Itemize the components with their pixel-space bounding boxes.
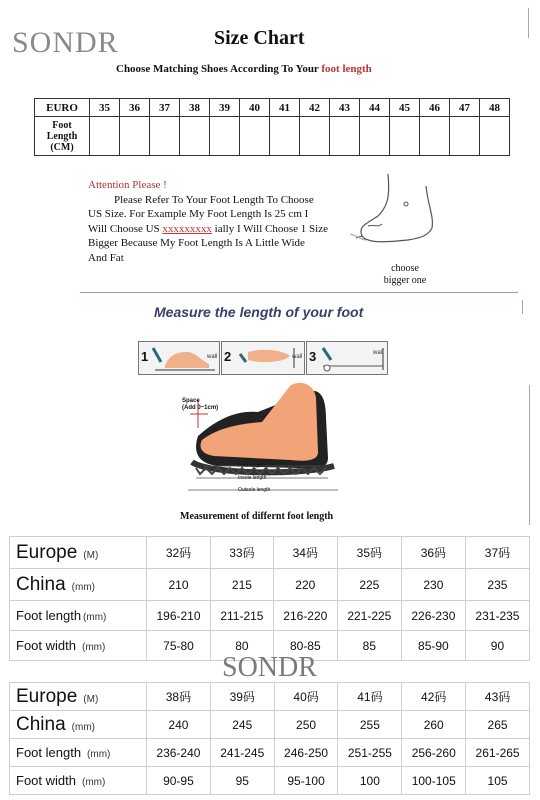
empty-cell	[210, 117, 240, 156]
table-cell: 39码	[210, 683, 274, 711]
euro-size-cell: 41	[270, 99, 300, 117]
row-label-china	[10, 711, 147, 739]
table-cell: 215	[211, 569, 274, 601]
row-label-foot-length	[10, 601, 147, 631]
attention-text: ially I Will Choose 1 Size	[211, 222, 328, 235]
foot-caption	[380, 263, 430, 287]
foot-length-label-line: (CM)	[50, 141, 74, 153]
measure-step-2	[221, 341, 305, 375]
row-label-unit: (mm)	[81, 777, 106, 788]
table-cell: 216-220	[273, 601, 337, 631]
table-cell: 85-90	[401, 631, 465, 661]
table-cell: 100-105	[402, 767, 466, 795]
foot-length-label	[35, 117, 90, 156]
row-label-europe	[10, 537, 147, 569]
attention-text: Will Choose US	[88, 222, 163, 235]
table-cell: 41码	[338, 683, 402, 711]
wall-label: wall	[373, 350, 384, 356]
table-cell: 95-100	[274, 767, 338, 795]
foot-length-label: Foot length	[238, 463, 264, 469]
wall-label: wall	[207, 354, 218, 360]
table-cell: 80-85	[273, 631, 337, 661]
table-cell: 245	[210, 711, 274, 739]
row-label-europe	[10, 683, 147, 711]
table-cell: 226-230	[401, 601, 465, 631]
foot-length-label-line: Foot	[52, 119, 72, 131]
table-cell: 40码	[274, 683, 338, 711]
table-cell: 75-80	[147, 631, 211, 661]
foot-sketch-illustration	[348, 166, 448, 266]
outsole-length-label: Outsole length	[238, 487, 271, 493]
table-cell: 90	[465, 631, 529, 661]
attention-line: And Fat	[88, 251, 124, 264]
euro-size-cell: 44	[360, 99, 390, 117]
attention-redacted: xxxxxxxxx	[162, 222, 212, 235]
foot-caption-line: bigger one	[383, 275, 427, 286]
empty-cell	[180, 117, 210, 156]
euro-size-cell: 40	[240, 99, 270, 117]
empty-cell	[450, 117, 480, 156]
foot-length-label-line: Length	[46, 130, 78, 142]
table-row	[10, 739, 530, 767]
table-cell: 236-240	[147, 739, 211, 767]
table-cell: 225	[337, 569, 401, 601]
attention-line	[88, 222, 358, 237]
step-number: 3	[309, 349, 317, 364]
table-cell: 32码	[147, 537, 211, 569]
table-cell: 85	[337, 631, 401, 661]
page-title: Size Chart	[214, 27, 305, 49]
table-cell: 35码	[337, 537, 401, 569]
euro-size-cell: 43	[330, 99, 360, 117]
table-cell: 90-95	[147, 767, 211, 795]
euro-size-cell: 38	[180, 99, 210, 117]
attention-heading: Attention Please !	[88, 179, 167, 191]
table-cell: 250	[274, 711, 338, 739]
brand-watermark-text: SONDR	[222, 652, 317, 683]
row-label-unit: (M)	[83, 693, 99, 705]
empty-cell	[300, 117, 330, 156]
row-label-unit: (mm)	[71, 581, 95, 593]
table-cell: 261-265	[466, 739, 530, 767]
space-label-line: Space	[182, 398, 200, 404]
page-subtitle	[116, 63, 372, 75]
brand-logo-text: SONDR	[12, 26, 119, 59]
row-label-unit: (mm)	[87, 749, 111, 760]
table-cell: 231-235	[465, 601, 529, 631]
table-cell: 80	[211, 631, 274, 661]
section-divider	[80, 292, 518, 293]
row-label-foot-width	[10, 631, 147, 661]
empty-cell	[330, 117, 360, 156]
table-cell: 33码	[211, 537, 274, 569]
table-row	[10, 711, 530, 739]
table-cell: 34码	[273, 537, 337, 569]
row-label-text: Foot length	[16, 608, 82, 623]
table-cell: 38码	[147, 683, 211, 711]
attention-line: Bigger Because My Foot Length Is A Little Wide	[88, 237, 305, 249]
euro-size-cell: 47	[450, 99, 480, 117]
measure-step-3	[306, 341, 388, 375]
empty-cell	[120, 117, 150, 156]
row-label-unit: (mm)	[81, 642, 106, 653]
table-row	[10, 683, 530, 711]
euro-size-cell: 36	[120, 99, 150, 117]
row-label-unit: (mm)	[71, 721, 95, 733]
right-edge-line	[522, 300, 523, 314]
measure-title: Measure the length of your foot	[154, 304, 364, 320]
euro-size-cell: 42	[300, 99, 330, 117]
table-cell: 43码	[466, 683, 530, 711]
row-label-text: Foot width	[16, 638, 76, 653]
measurement-caption: Measurement of differnt foot length	[180, 511, 334, 522]
table-cell: 196-210	[147, 601, 211, 631]
table-cell: 211-215	[211, 601, 274, 631]
table-cell: 95	[210, 767, 274, 795]
table-cell: 255	[338, 711, 402, 739]
empty-cell	[90, 117, 120, 156]
euro-size-cell: 39	[210, 99, 240, 117]
right-edge-line	[528, 8, 529, 38]
table-cell: 246-250	[274, 739, 338, 767]
table-cell: 265	[466, 711, 530, 739]
row-label-china	[10, 569, 147, 601]
row-label-text: Europe	[16, 685, 78, 707]
table-cell: 221-225	[337, 601, 401, 631]
table-cell: 100	[338, 767, 402, 795]
row-label-unit: (mm)	[83, 612, 107, 623]
empty-cell	[480, 117, 510, 156]
row-label-text: Foot width	[16, 773, 76, 788]
space-label-line: (Add 0~1cm)	[182, 405, 219, 411]
attention-line: Please Refer To Your Foot Length To Choose	[114, 193, 314, 206]
euro-size-cell: 37	[150, 99, 180, 117]
empty-cell	[420, 117, 450, 156]
euro-size-table	[34, 98, 510, 156]
size-table-1	[9, 536, 530, 661]
subtitle-text: Choose Matching Shoes According To Your	[116, 63, 322, 75]
euro-label: EURO	[35, 99, 90, 117]
size-table-2	[9, 682, 530, 795]
table-cell: 210	[147, 569, 211, 601]
insole-length-label: Insole length	[238, 475, 267, 481]
measure-step-1	[138, 341, 220, 375]
step-number: 1	[141, 349, 149, 364]
table-cell: 220	[273, 569, 337, 601]
right-edge-line	[529, 385, 530, 525]
step-number: 2	[224, 349, 232, 364]
table-cell: 241-245	[210, 739, 274, 767]
table-row	[10, 601, 530, 631]
empty-cell	[270, 117, 300, 156]
empty-cell	[240, 117, 270, 156]
table-cell: 230	[401, 569, 465, 601]
subtitle-highlight: foot length	[321, 63, 372, 75]
tape-measure-icon	[319, 344, 385, 372]
empty-cell	[390, 117, 420, 156]
table-cell: 240	[147, 711, 211, 739]
table-cell: 105	[466, 767, 530, 795]
row-label-text: Foot length	[16, 745, 82, 760]
euro-size-cell: 45	[390, 99, 420, 117]
foot-length-row	[35, 117, 510, 156]
empty-cell	[150, 117, 180, 156]
table-cell: 260	[402, 711, 466, 739]
table-row	[10, 537, 530, 569]
table-cell: 256-260	[402, 739, 466, 767]
empty-cell	[360, 117, 390, 156]
row-label-foot-width	[10, 767, 147, 795]
attention-line: US Size. For Example My Foot Length Is 25 cm I	[88, 208, 309, 220]
table-cell: 235	[465, 569, 529, 601]
euro-row	[35, 99, 510, 117]
table-cell: 36码	[401, 537, 465, 569]
table-row	[10, 569, 530, 601]
table-cell: 37码	[465, 537, 529, 569]
attention-note	[88, 178, 358, 265]
wall-label: wall	[292, 354, 303, 360]
euro-size-cell: 35	[90, 99, 120, 117]
row-label-text: China	[16, 573, 66, 595]
euro-size-cell: 46	[420, 99, 450, 117]
foot-caption-line: choose	[391, 263, 419, 274]
space-label	[182, 398, 218, 412]
row-label-foot-length	[10, 739, 147, 767]
row-label-unit: (M)	[83, 549, 99, 561]
euro-size-cell: 48	[480, 99, 510, 117]
table-row	[10, 767, 530, 795]
table-cell: 42码	[402, 683, 466, 711]
table-cell: 251-255	[338, 739, 402, 767]
row-label-text: Europe	[16, 541, 78, 563]
row-label-text: China	[16, 713, 66, 735]
